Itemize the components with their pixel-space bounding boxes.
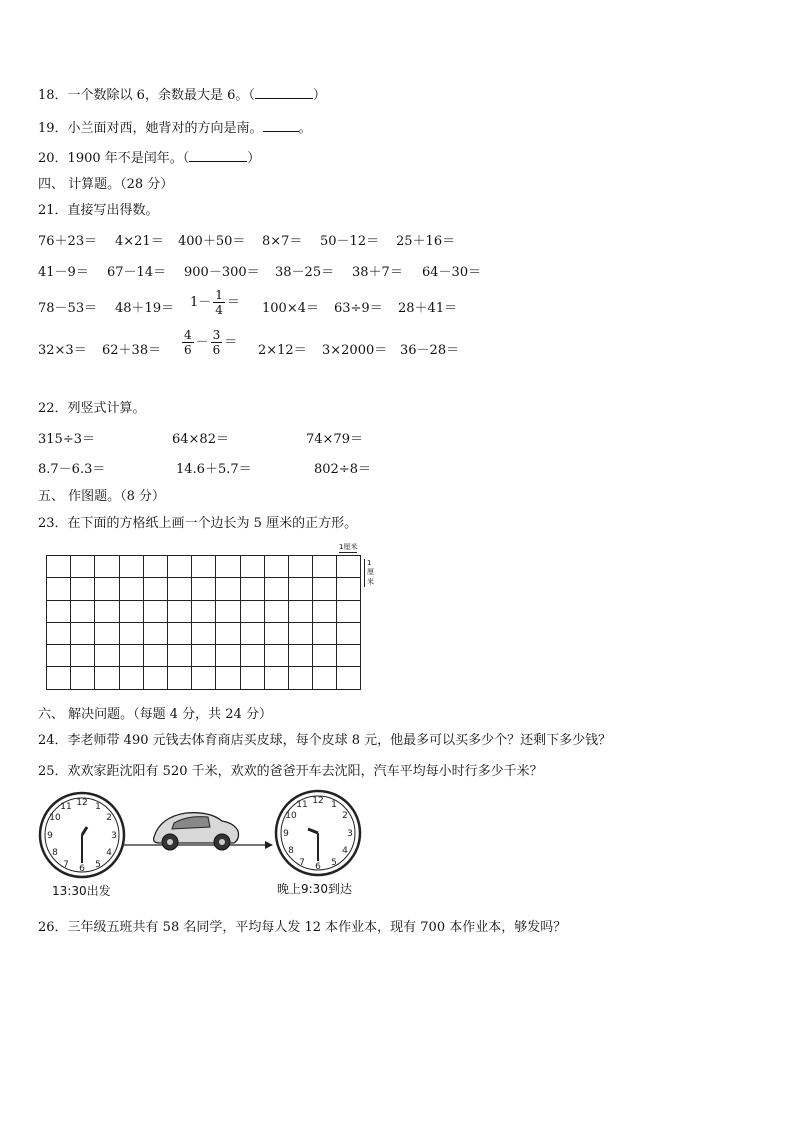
grid-cell[interactable] xyxy=(47,645,71,667)
grid-cell[interactable] xyxy=(241,645,265,667)
grid-cell[interactable] xyxy=(144,556,168,578)
svg-text:8: 8 xyxy=(52,848,58,858)
grid-cell[interactable] xyxy=(313,667,337,689)
svg-text:3: 3 xyxy=(347,829,353,839)
arrive-time-label: 晚上9:30到达 xyxy=(277,882,352,896)
grid-cell[interactable] xyxy=(241,578,265,600)
grid-cell[interactable] xyxy=(289,623,313,645)
grid-cell[interactable] xyxy=(337,645,361,667)
grid-paper[interactable] xyxy=(46,543,374,690)
calc-item: 8.7－6.3＝ xyxy=(38,462,106,477)
section-heading-5: 五、 作图题。（8 分） xyxy=(38,489,166,504)
calc-item: 32×3＝ xyxy=(38,343,87,358)
svg-text:12: 12 xyxy=(312,796,324,806)
grid-cell[interactable] xyxy=(71,601,95,623)
grid-cell[interactable] xyxy=(120,645,144,667)
question-20: 20．1900 年不是闰年。（ ） xyxy=(38,151,261,166)
calc-item: 3×2000＝ xyxy=(322,343,388,358)
calc-item-fraction: 1－ $\frac{1}{4}$ ＝ xyxy=(190,288,240,317)
grid-cell[interactable] xyxy=(337,601,361,623)
calc-item: 36－28＝ xyxy=(400,343,460,358)
svg-text:6: 6 xyxy=(315,862,321,872)
grid-cell[interactable] xyxy=(168,667,192,689)
grid-cell[interactable] xyxy=(192,667,216,689)
grid-cell[interactable] xyxy=(47,667,71,689)
answer-blank[interactable] xyxy=(255,86,313,99)
grid-cell[interactable] xyxy=(120,601,144,623)
svg-text:1: 1 xyxy=(95,802,101,812)
svg-text:9: 9 xyxy=(47,831,53,841)
grid-cell[interactable] xyxy=(168,601,192,623)
svg-text:8: 8 xyxy=(288,846,294,856)
grid-cell[interactable] xyxy=(71,556,95,578)
calc-item: 64－30＝ xyxy=(422,265,482,280)
unit-label-top: 1厘米 xyxy=(339,543,358,551)
calc-item: 50－12＝ xyxy=(320,234,380,249)
grid-cell[interactable] xyxy=(192,601,216,623)
grid-cell[interactable] xyxy=(71,623,95,645)
svg-text:12: 12 xyxy=(76,798,88,808)
calc-item: 48＋19＝ xyxy=(115,301,175,316)
grid-cell[interactable] xyxy=(168,623,192,645)
svg-text:3: 3 xyxy=(111,831,117,841)
grid-cell[interactable] xyxy=(241,556,265,578)
grid-cell[interactable] xyxy=(216,667,240,689)
grid-cell[interactable] xyxy=(289,601,313,623)
answer-blank[interactable] xyxy=(263,119,299,132)
grid-cell[interactable] xyxy=(289,645,313,667)
grid-cell[interactable] xyxy=(313,578,337,600)
calc-item: 25＋16＝ xyxy=(396,234,456,249)
grid-cell[interactable] xyxy=(95,601,119,623)
grid-cell[interactable] xyxy=(265,578,289,600)
question-22: 22．列竖式计算。 xyxy=(38,401,146,416)
grid-cell[interactable] xyxy=(95,645,119,667)
grid-cell[interactable] xyxy=(265,667,289,689)
question-18: 18．一个数除以 6，余数最大是 6。（ ） xyxy=(38,88,326,103)
clock-depart-icon xyxy=(40,793,124,877)
grid-cell[interactable] xyxy=(265,556,289,578)
grid-cell[interactable] xyxy=(289,578,313,600)
grid-cell[interactable] xyxy=(95,667,119,689)
svg-text:11: 11 xyxy=(296,800,308,810)
grid-cell[interactable] xyxy=(313,623,337,645)
svg-text:5: 5 xyxy=(95,860,101,870)
grid-cell[interactable] xyxy=(47,623,71,645)
question-26: 26．三年级五班共有 58 名同学，平均每人发 12 本作业本，现有 700 本作业本，够发吗？ xyxy=(38,920,567,935)
grid-cell[interactable] xyxy=(289,556,313,578)
calc-item: 400＋50＝ xyxy=(178,234,246,249)
grid-cell[interactable] xyxy=(241,667,265,689)
calc-item: 315÷3＝ xyxy=(38,432,95,447)
calc-item: 900－300＝ xyxy=(184,265,260,280)
grid-cell[interactable] xyxy=(71,645,95,667)
grid-cell[interactable] xyxy=(216,645,240,667)
grid-cell[interactable] xyxy=(216,601,240,623)
depart-time-label: 13:30出发 xyxy=(52,884,111,898)
calc-item-fraction: $\frac{4}{6}$ － $\frac{3}{6}$ ＝ xyxy=(184,328,238,357)
calc-item: 41－9＝ xyxy=(38,265,89,280)
question-24: 24．李老师带 490 元钱去体育商店买皮球，每个皮球 8 元，他最多可以买多少个？还剩下多少钱？ xyxy=(38,733,612,748)
svg-text:6: 6 xyxy=(79,864,85,874)
grid-cell[interactable] xyxy=(120,623,144,645)
grid-cell[interactable] xyxy=(313,601,337,623)
section-heading-4: 四、 计算题。（28 分） xyxy=(38,177,174,192)
question-23: 23．在下面的方格纸上画一个边长为 5 厘米的正方形。 xyxy=(38,516,358,531)
question-21: 21．直接写出得数。 xyxy=(38,203,159,218)
calc-item: 4×21＝ xyxy=(115,234,164,249)
grid-cell[interactable] xyxy=(192,645,216,667)
grid-cell[interactable] xyxy=(120,667,144,689)
calc-item: 78－53＝ xyxy=(38,301,98,316)
grid-cell[interactable] xyxy=(192,578,216,600)
svg-text:10: 10 xyxy=(49,813,61,823)
grid-cell[interactable] xyxy=(337,623,361,645)
grid-cell[interactable] xyxy=(168,645,192,667)
trip-illustration xyxy=(38,787,378,887)
calc-item: 8×7＝ xyxy=(262,234,303,249)
unit-label-side: 1厘米 xyxy=(364,559,374,587)
question-19: 19．小兰面对西，她背对的方向是南。 。 xyxy=(38,121,312,136)
grid-cell[interactable] xyxy=(289,667,313,689)
grid-cell[interactable] xyxy=(47,578,71,600)
grid-cell[interactable] xyxy=(47,601,71,623)
grid-cell[interactable] xyxy=(337,556,361,578)
calc-item: 63÷9＝ xyxy=(334,301,383,316)
calc-item: 100×4＝ xyxy=(262,301,319,316)
calc-item: 28＋41＝ xyxy=(398,301,458,316)
svg-text:4: 4 xyxy=(106,848,112,858)
svg-text:2: 2 xyxy=(342,811,348,821)
grid-cell[interactable] xyxy=(216,623,240,645)
grid-cell[interactable] xyxy=(120,578,144,600)
grid-cell[interactable] xyxy=(71,667,95,689)
svg-text:7: 7 xyxy=(63,860,69,870)
section-heading-6: 六、 解决问题。（每题 4 分，共 24 分） xyxy=(38,707,272,722)
calc-item: 802÷8＝ xyxy=(314,462,371,477)
svg-text:10: 10 xyxy=(285,811,297,821)
grid-cell[interactable] xyxy=(95,578,119,600)
svg-text:9: 9 xyxy=(283,829,289,839)
grid-cell[interactable] xyxy=(313,645,337,667)
grid-cell[interactable] xyxy=(265,601,289,623)
grid-cell[interactable] xyxy=(192,623,216,645)
grid-cell[interactable] xyxy=(144,645,168,667)
svg-text:5: 5 xyxy=(331,858,337,868)
calc-item: 38＋7＝ xyxy=(352,265,403,280)
calc-item: 76＋23＝ xyxy=(38,234,98,249)
calc-item: 14.6＋5.7＝ xyxy=(176,462,252,477)
grid-cell[interactable] xyxy=(265,645,289,667)
svg-text:7: 7 xyxy=(299,858,305,868)
grid-cell[interactable] xyxy=(216,556,240,578)
question-25: 25．欢欢家距沈阳有 520 千米，欢欢的爸爸开车去沈阳，汽车平均每小时行多少千米？ xyxy=(38,764,543,779)
calc-item: 74×79＝ xyxy=(306,432,363,447)
grid-cell[interactable] xyxy=(192,556,216,578)
grid-cell[interactable] xyxy=(95,623,119,645)
svg-text:2: 2 xyxy=(106,813,112,823)
calc-item: 67－14＝ xyxy=(107,265,167,280)
grid-cell[interactable] xyxy=(337,667,361,689)
grid-cell[interactable] xyxy=(144,578,168,600)
grid-cell[interactable] xyxy=(241,623,265,645)
grid-cell[interactable] xyxy=(71,578,95,600)
grid-cell[interactable] xyxy=(265,623,289,645)
calc-item: 2×12＝ xyxy=(258,343,307,358)
svg-text:11: 11 xyxy=(60,802,72,812)
grid-cell[interactable] xyxy=(168,578,192,600)
svg-text:1: 1 xyxy=(331,800,337,810)
grid-cell[interactable] xyxy=(313,556,337,578)
grid-cell[interactable] xyxy=(216,578,240,600)
clock-arrive-icon xyxy=(276,791,360,875)
calc-item: 38－25＝ xyxy=(275,265,335,280)
grid-cell[interactable] xyxy=(95,556,119,578)
grid-cell[interactable] xyxy=(144,601,168,623)
grid-cell[interactable] xyxy=(120,556,144,578)
grid-cell[interactable] xyxy=(144,623,168,645)
calc-item: 64×82＝ xyxy=(172,432,229,447)
grid-cell[interactable] xyxy=(241,601,265,623)
svg-text:4: 4 xyxy=(342,846,348,856)
grid-cell[interactable] xyxy=(337,578,361,600)
grid-cell[interactable] xyxy=(144,667,168,689)
answer-blank[interactable] xyxy=(189,149,247,162)
grid-cell[interactable] xyxy=(47,556,71,578)
calc-item: 62＋38＝ xyxy=(102,343,162,358)
grid-cell[interactable] xyxy=(168,556,192,578)
